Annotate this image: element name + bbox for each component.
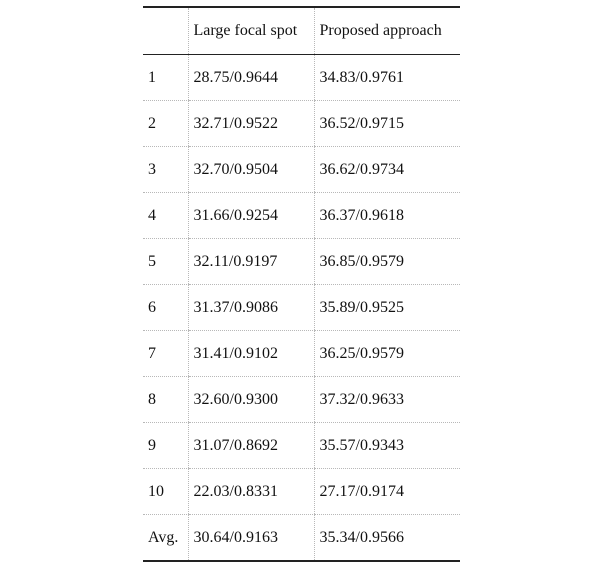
large-focal-spot-value: 31.07/0.8692 [188, 423, 314, 469]
row-label: 8 [143, 377, 188, 423]
row-label: 3 [143, 147, 188, 193]
table-row [143, 469, 460, 515]
row-label: 9 [143, 423, 188, 469]
large-focal-spot-value: 32.71/0.9522 [188, 101, 314, 147]
large-focal-spot-value: 22.03/0.8331 [188, 469, 314, 515]
row-label: 4 [143, 193, 188, 239]
large-focal-spot-value: 30.64/0.9163 [188, 515, 314, 562]
large-focal-spot-value: 32.70/0.9504 [188, 147, 314, 193]
header-row [143, 7, 460, 55]
table-row [143, 55, 460, 101]
proposed-approach-value: 36.85/0.9579 [314, 239, 460, 285]
proposed-approach-value: 36.25/0.9579 [314, 331, 460, 377]
large-focal-spot-value: 32.11/0.9197 [188, 239, 314, 285]
results-table [143, 6, 460, 562]
proposed-approach-value: 34.83/0.9761 [314, 55, 460, 101]
row-label: 1 [143, 55, 188, 101]
table-row [143, 423, 460, 469]
large-focal-spot-value: 32.60/0.9300 [188, 377, 314, 423]
header-large-focal-spot: Large focal spot [188, 7, 314, 55]
table-row [143, 331, 460, 377]
proposed-approach-value: 27.17/0.9174 [314, 469, 460, 515]
row-label: 2 [143, 101, 188, 147]
table-row [143, 101, 460, 147]
proposed-approach-value: 37.32/0.9633 [314, 377, 460, 423]
table-row [143, 147, 460, 193]
large-focal-spot-value: 31.37/0.9086 [188, 285, 314, 331]
row-label: 5 [143, 239, 188, 285]
proposed-approach-value: 36.52/0.9715 [314, 101, 460, 147]
table-row [143, 193, 460, 239]
proposed-approach-value: 35.57/0.9343 [314, 423, 460, 469]
row-label: 10 [143, 469, 188, 515]
table-row [143, 377, 460, 423]
header-index [143, 7, 188, 55]
proposed-approach-value: 36.37/0.9618 [314, 193, 460, 239]
table-row [143, 239, 460, 285]
table-row [143, 285, 460, 331]
large-focal-spot-value: 28.75/0.9644 [188, 55, 314, 101]
large-focal-spot-value: 31.66/0.9254 [188, 193, 314, 239]
average-row [143, 515, 460, 562]
row-label: 7 [143, 331, 188, 377]
row-label: Avg. [143, 515, 188, 562]
proposed-approach-value: 36.62/0.9734 [314, 147, 460, 193]
proposed-approach-value: 35.34/0.9566 [314, 515, 460, 562]
header-proposed-approach: Proposed approach [314, 7, 460, 55]
proposed-approach-value: 35.89/0.9525 [314, 285, 460, 331]
large-focal-spot-value: 31.41/0.9102 [188, 331, 314, 377]
row-label: 6 [143, 285, 188, 331]
